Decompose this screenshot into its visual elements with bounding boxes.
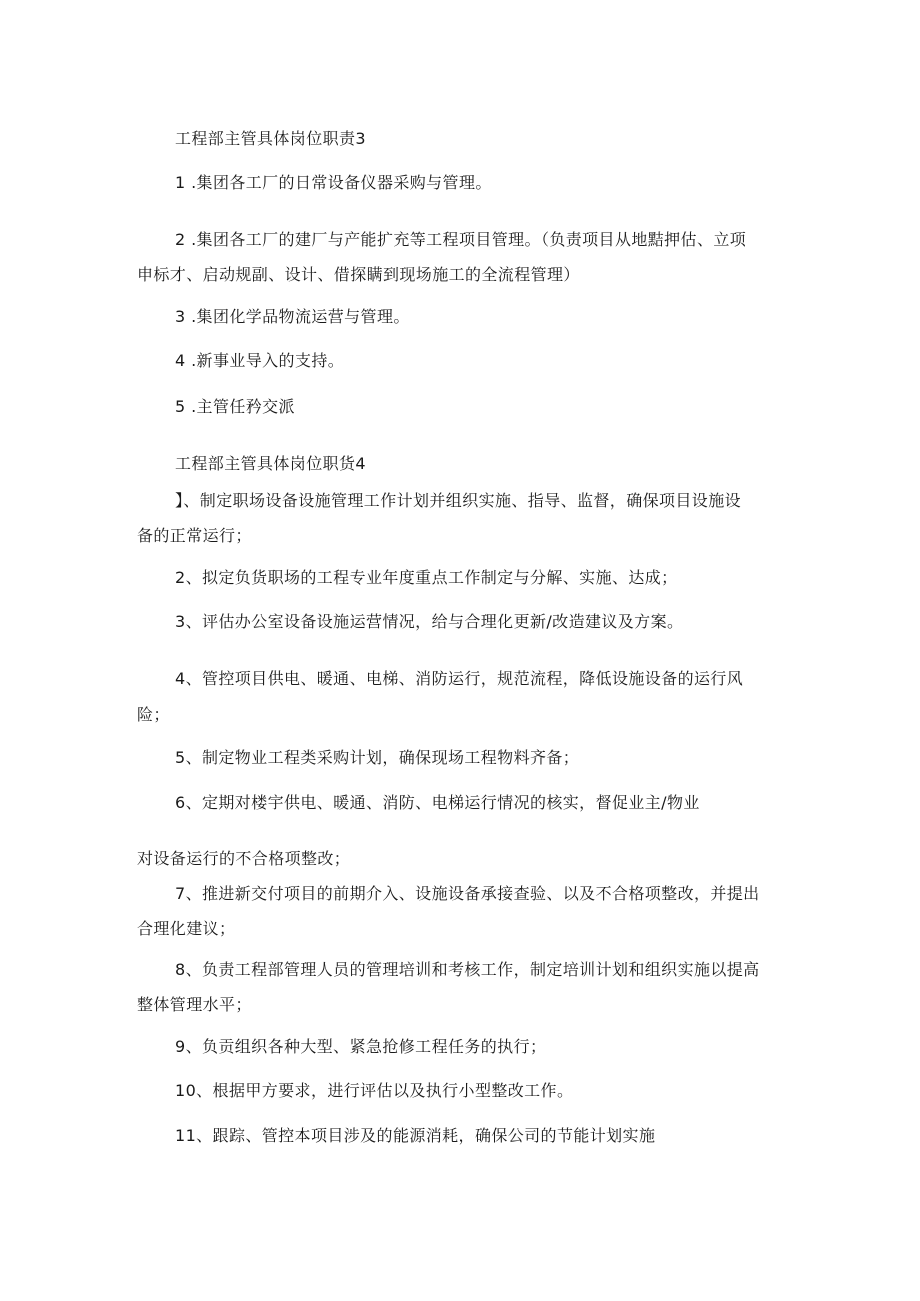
section-4-item-4: 4、管控项目供电、暖通、电梯、消防运行，规范流程，降低设施设备的运行风	[175, 669, 744, 688]
section-4-item-3: 3、评估办公室设备设施运营情况，给与合理化更新/改造建议及方案。	[175, 612, 684, 631]
section-3-item-5: 5 .主管任矜交派	[175, 397, 295, 416]
section-4-item-9: 9、负贡组织各种大型、紧急抢修工程任务的执行；	[175, 1037, 547, 1056]
section-4-item-7: 7、推进新交付项目的前期介入、设施设备承接查验、以及不合格项整改，并提出	[175, 884, 760, 903]
section-4-item-11: 11、跟踪、管控本项目涉及的能源消耗，确保公司的节能计划实施	[175, 1126, 656, 1145]
section-3-title: 工程部主管具体岗位职责3	[175, 129, 366, 148]
section-4-title: 工程部主管具体岗位职货4	[175, 454, 366, 473]
section-4-item-5: 5、制定物业工程类采购计划，确保现场工程物料齐备；	[175, 748, 580, 767]
section-4-item-1-cont: 备的正常运行；	[137, 526, 252, 545]
section-4-item-4-cont: 险；	[137, 705, 170, 724]
section-4-item-6: 6、定期对楼宇供电、暖通、消防、电梯运行情况的核实，督促业主/物业	[175, 793, 700, 812]
section-4-item-2: 2、拟定负货职场的工程专业年度重点工作制定与分解、实施、达成；	[175, 568, 678, 587]
section-4-item-10: 10、根据甲方要求，进行评估以及执行小型整改工作。	[175, 1081, 574, 1100]
section-4-item-7-cont: 合理化建议；	[137, 919, 236, 938]
section-4-item-6-cont: 对设备运行的不合格项整改；	[137, 849, 351, 868]
section-3-item-2-cont: 申标才、启动规副、设计、借探瞒到现场施工的全流程管理）	[137, 265, 580, 284]
section-4-item-8-cont: 整体管理水平；	[137, 995, 252, 1014]
section-3-item-2: 2 .集团各工厂的建厂与产能扩充等工程项目管理。（负责项目从地黠押估、立项	[175, 230, 747, 249]
section-3-item-3: 3 .集团化学品物流运营与管理。	[175, 307, 410, 326]
section-4-item-8: 8、负责工程部管理人员的管理培训和考核工作，制定培训计划和组织实施以提高	[175, 960, 760, 979]
section-4-item-1: 】、制定职场设备设施管理工作计划并组织实施、指导、监督，确保项目设施设	[175, 491, 742, 510]
section-3-item-1: 1 .集团各工厂的日常设备仪器采购与管理。	[175, 173, 492, 192]
section-3-item-4: 4 .新事业导入的支持。	[175, 351, 345, 370]
